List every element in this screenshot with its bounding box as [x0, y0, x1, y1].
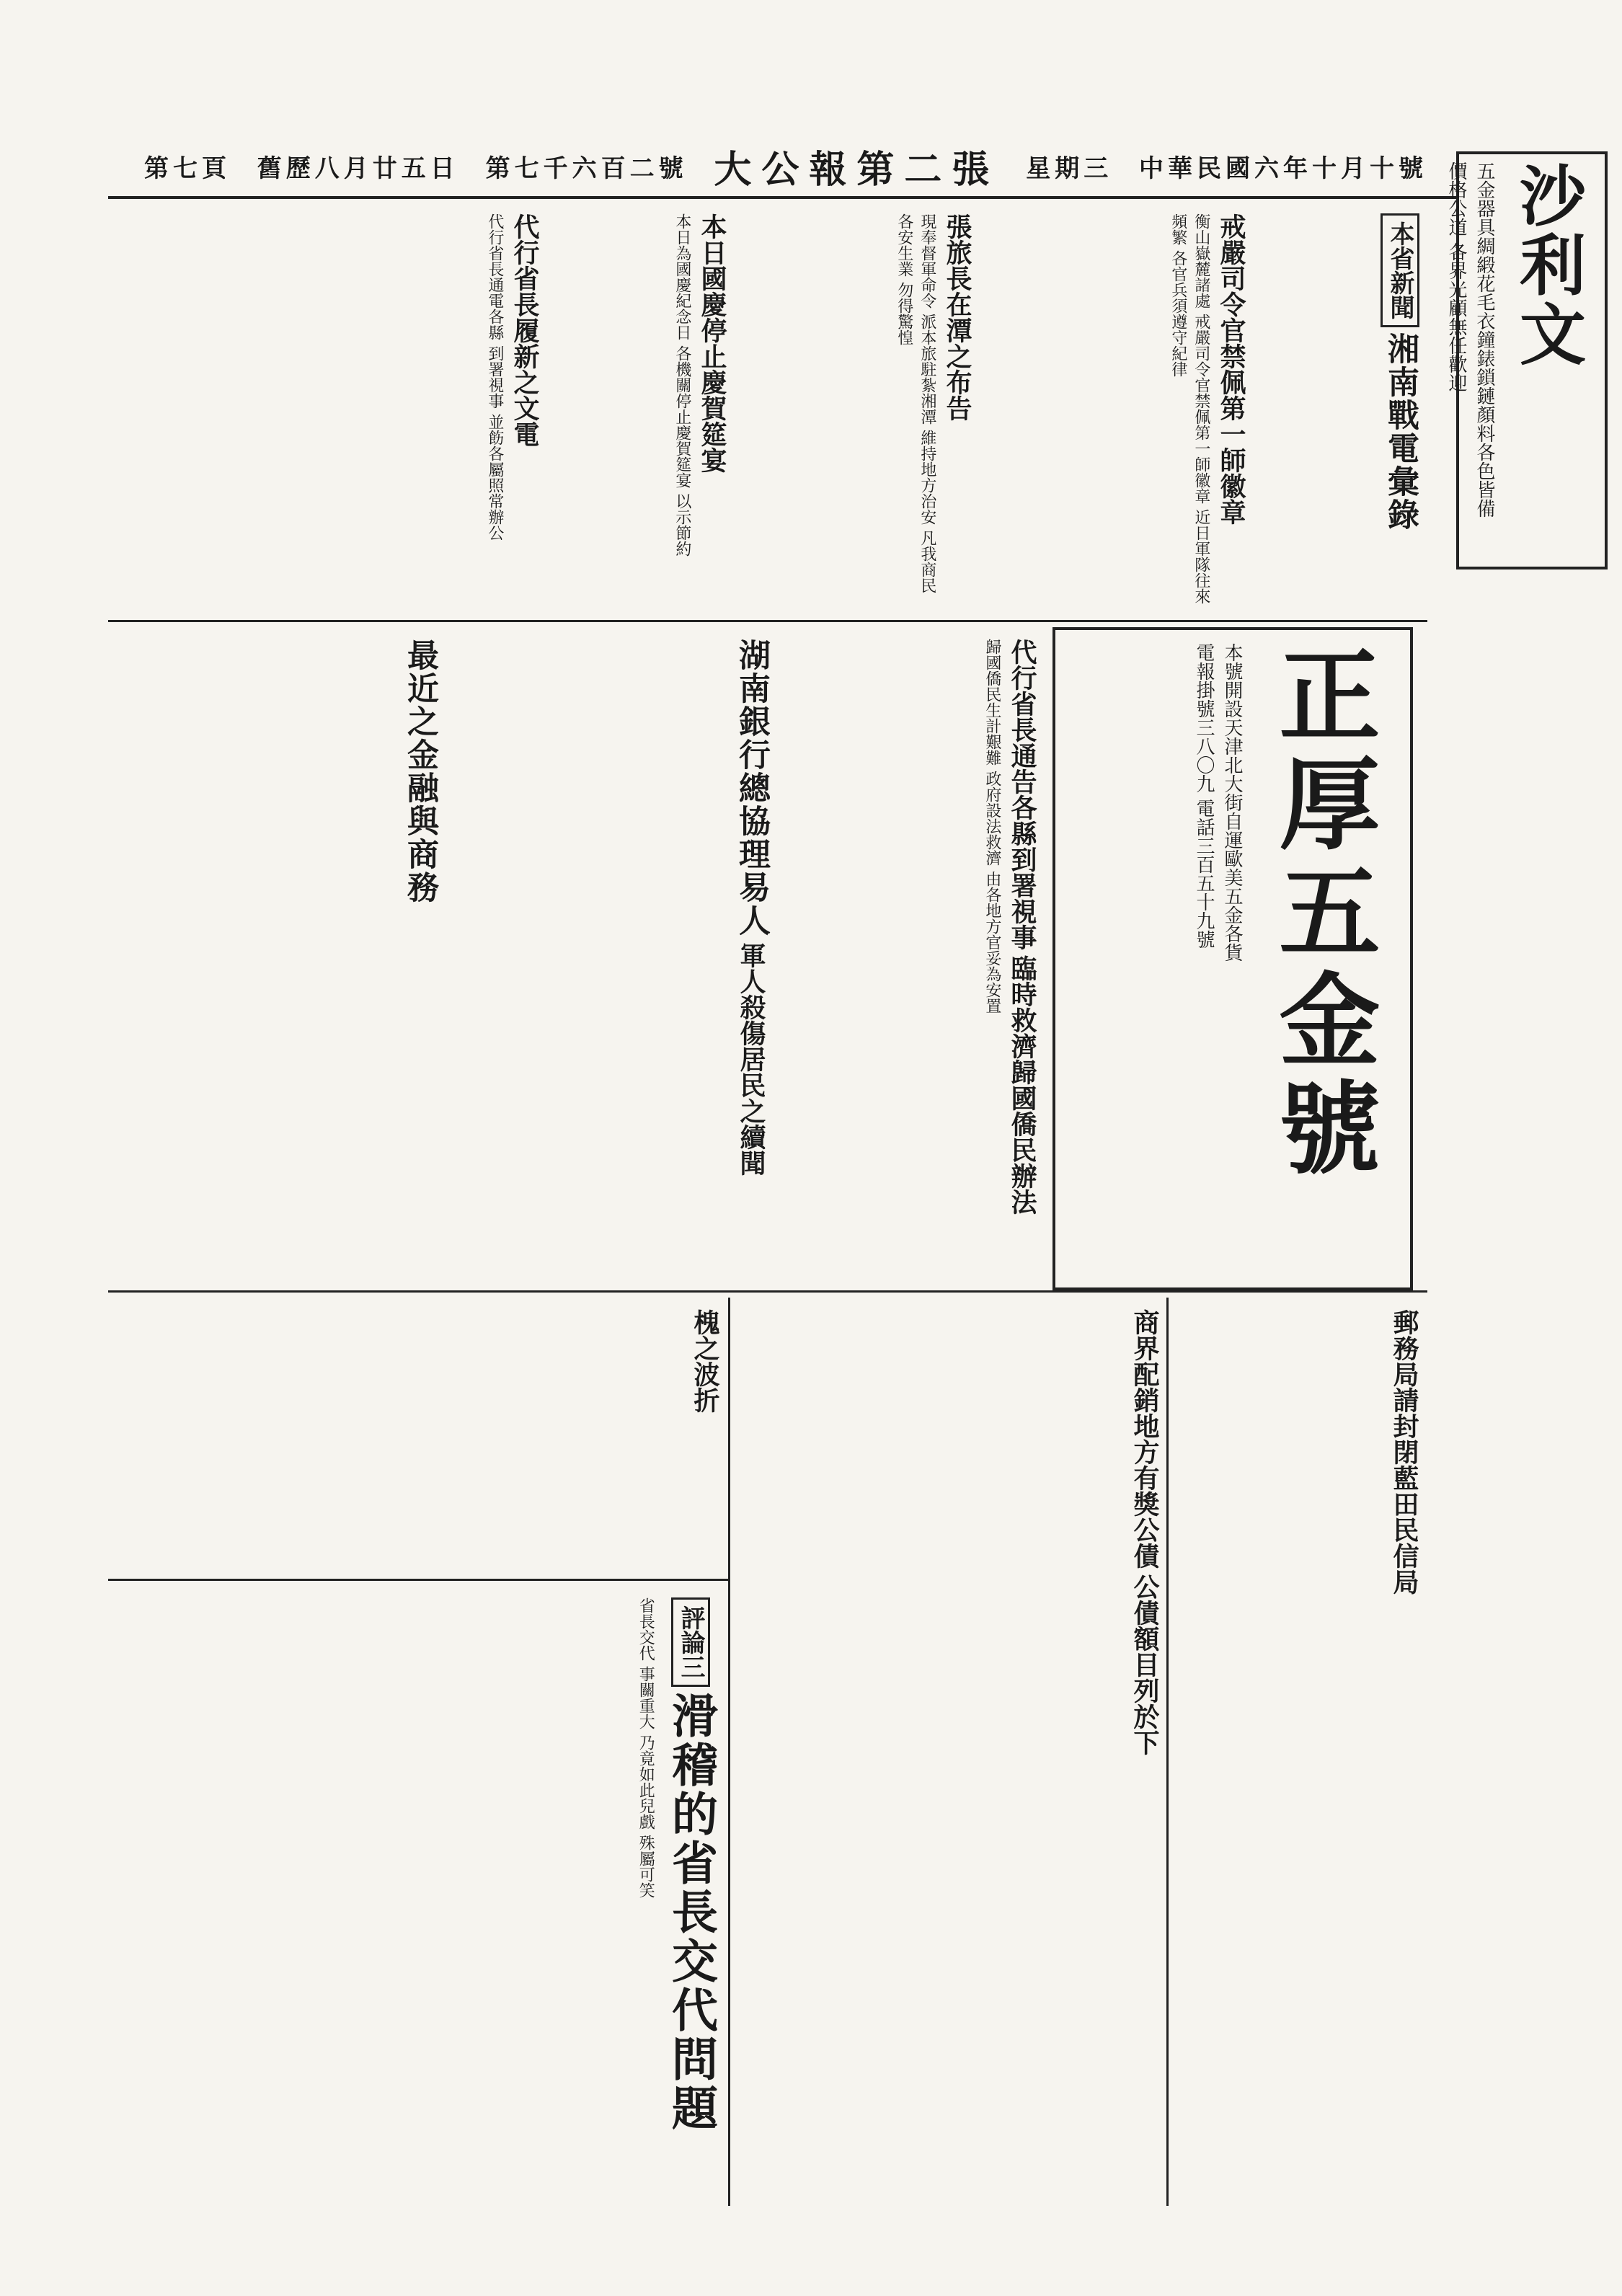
column-misc: [108, 1305, 728, 1572]
section-local-news: 本省新聞: [1381, 213, 1419, 327]
article-body-brigade-notice: 現奉督軍命令 派本旅駐紮湘潭 維持地方治安 凡我商民各安生業 勿得驚惶: [895, 213, 936, 593]
masthead-weekday: 星期三: [1026, 154, 1113, 183]
article-title-wine-tax: 槐之波折: [690, 1309, 720, 1413]
advertisement-shop-name: 正厚五金號: [1262, 643, 1381, 1184]
advertisement-right-note: 價格公道 各界光顧無任歡迎: [1445, 161, 1467, 393]
article-title-governor-telegram: 代行省長履新之文電: [510, 213, 540, 447]
advertisement-zhenghou: [1052, 627, 1413, 1290]
article-title-national-day: 本日國慶停止慶賀筵宴: [697, 213, 727, 473]
column-editorial: [108, 1593, 728, 2206]
advertisement-shop-contact: 電報掛號三八〇九 電話三百五十九號: [1193, 643, 1215, 949]
masthead-rule: [108, 196, 1478, 199]
article-title-governor-notice: 代行省長通告各縣到署視事: [1007, 639, 1037, 950]
article-title-war-telegrams: 湘南戰電彙錄: [1382, 332, 1419, 531]
advertisement-right: [1445, 151, 1608, 569]
article-title-returned-emigrants: 臨時救濟歸國僑民辦法: [1007, 955, 1037, 1215]
column-governor-notice: [779, 634, 1045, 1269]
column-lottery-bonds: [735, 1305, 1168, 2206]
article-title-martial-law: 戒嚴司令官禁佩第一師徽章: [1216, 213, 1246, 525]
column-local-news: [1254, 209, 1427, 613]
masthead-issue: 第七千六百二號: [485, 154, 688, 183]
column-finance: [108, 634, 447, 1269]
masthead-date: 中華民國六年十月十號: [1139, 154, 1427, 183]
article-title-soldier-incident: 軍人殺傷居民之續聞: [736, 942, 766, 1176]
article-title-lottery-bonds: 商界配銷地方有獎公債: [1130, 1309, 1160, 1569]
masthead-lunar-date: 舊歷八月廿五日: [257, 154, 459, 183]
column-governor-telegram: [108, 209, 548, 613]
editorial-body: 省長交代 事關重大 乃竟如此兒戲 殊屬可笑: [637, 1597, 655, 1898]
masthead-paper-name: 大公報第二張: [714, 147, 1000, 192]
divider-row-1: [108, 620, 1427, 622]
advertisement-right-body: 五金器具綢緞花毛衣鐘錶鎖鏈顏料各色皆備: [1473, 161, 1495, 518]
advertisement-shop-body: 本號開設天津北大街自運歐美五金各貨: [1221, 643, 1243, 962]
masthead-page-number: 第七頁: [144, 154, 231, 183]
section-editorial: 評論三: [671, 1597, 710, 1687]
column-brigade-notice: [735, 209, 980, 613]
masthead: [144, 141, 1427, 191]
article-title-bank-managers: 湖南銀行總協理易人: [733, 639, 770, 937]
article-body-martial-law: 衡山嶽麓諸處 戒嚴司令官禁佩第一師徽章 近日軍隊往來頻繁 各官兵須遵守紀律: [1169, 213, 1210, 604]
column-postal: [1168, 1305, 1427, 2206]
divider-vertical-postal: [1166, 1298, 1169, 2206]
divider-row-2: [108, 1290, 1427, 1293]
article-body-governor-telegram: 代行省長通電各縣 到署視事 並飭各屬照常辦公: [485, 213, 504, 541]
editorial-title: 滑稽的省長交代問題: [664, 1692, 718, 2133]
divider-editorial: [108, 1579, 728, 1581]
column-national-day: [548, 209, 735, 613]
column-bank-managers: [447, 634, 779, 1269]
article-title-bond-list: 公債額目列於下: [1130, 1574, 1160, 1755]
column-martial-law: [980, 209, 1254, 613]
divider-vertical-lower: [728, 1298, 730, 2206]
article-title-finance-commerce: 最近之金融與商務: [402, 639, 438, 904]
advertisement-right-head: 沙利文: [1509, 161, 1587, 369]
article-title-brigade-notice: 張旅長在潭之布告: [942, 213, 972, 421]
article-title-postal-bureau: 郵務局請封閉藍田民信局: [1389, 1309, 1419, 1595]
article-body-returned-emigrants: 歸國僑民生計艱難 政府設法救濟 由各地方官妥為安置: [983, 639, 1001, 1014]
article-body-national-day: 本日為國慶紀念日 各機關停止慶賀筵宴 以示節約: [673, 213, 691, 557]
